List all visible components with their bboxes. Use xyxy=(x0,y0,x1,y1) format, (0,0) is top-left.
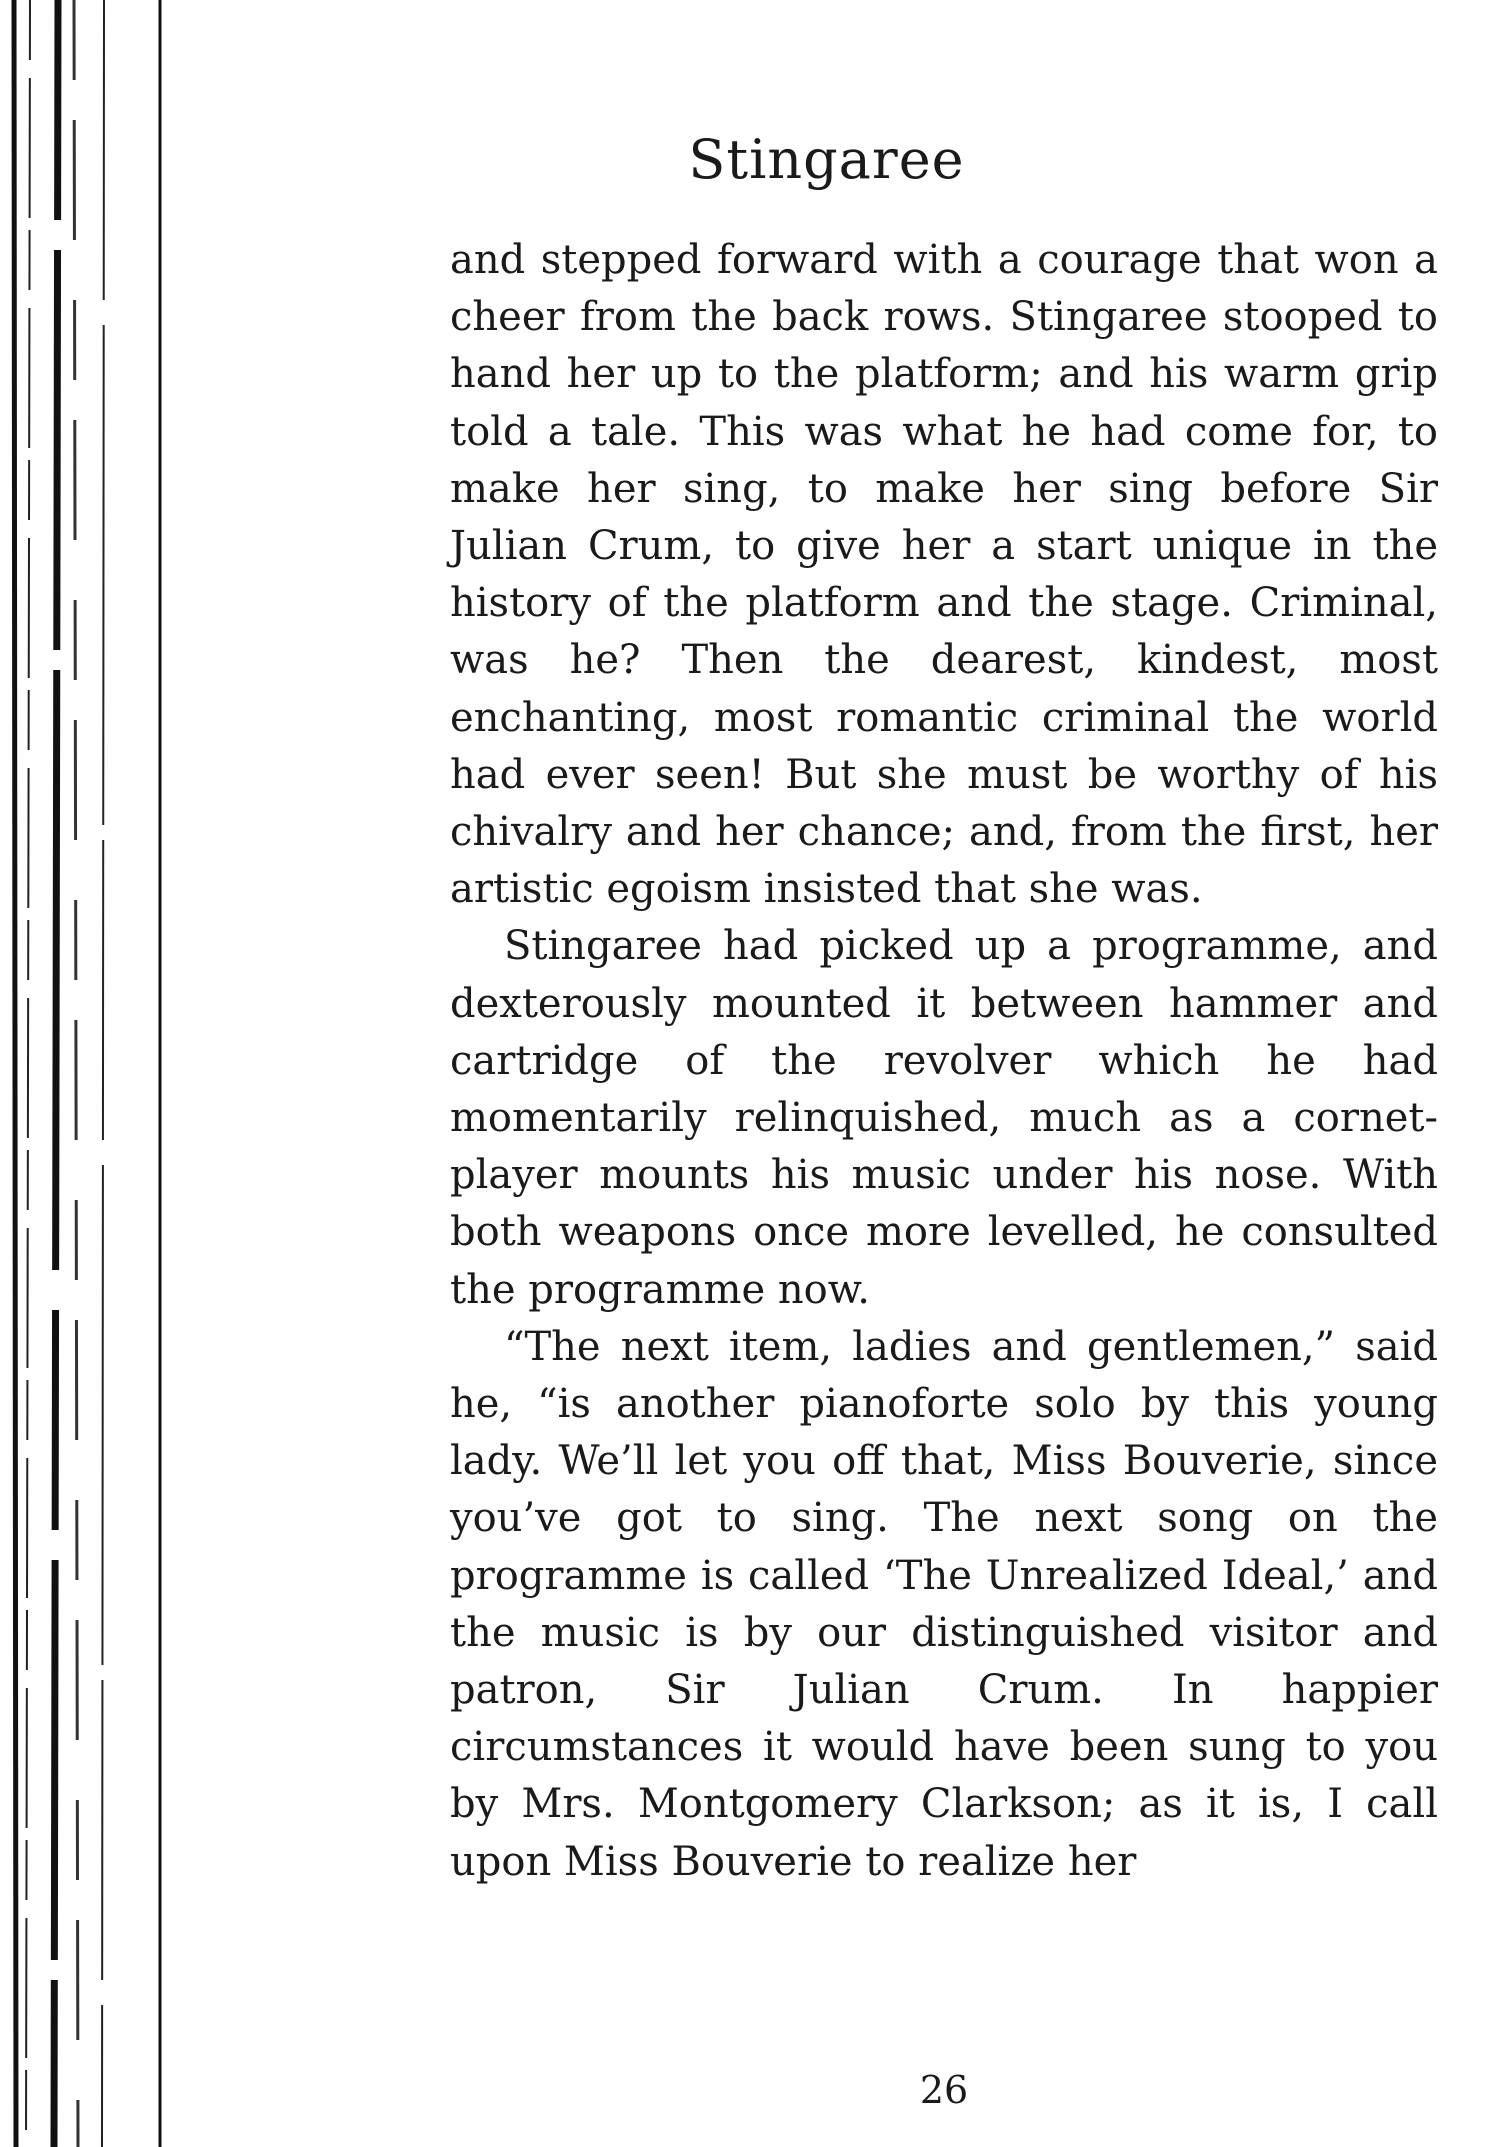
page-number: 26 xyxy=(919,2068,969,2112)
binding-edge xyxy=(0,0,165,2147)
spine-line xyxy=(54,0,58,2147)
body-text xyxy=(450,232,1438,1891)
spine-line xyxy=(26,0,30,2147)
spine-line xyxy=(102,0,104,2147)
paragraph: “The next item, ladies and gentlemen,” said he, “is another pianoforte solo by this young lady. We’ll let you off that, Miss Bouverie, since you’ve got to sing. The next song on the programme is called ‘The Unrealized Ideal,’ and the music is by our distinguished visitor and patron, Sir Julian Crum. In happier circumstances it would have been sung to you by Mrs. Montgomery Clarkson; as it is, I call upon Miss Bouverie to realize her xyxy=(450,1323,1438,1885)
spine-line xyxy=(14,0,16,2147)
spine-line xyxy=(74,0,78,2147)
paragraph: and stepped forward with a courage that won a cheer from the back rows. Stingaree stooped to hand her up to the platform; and his warm grip told a tale. This was what he had come for, to make her sing, to make her sing before Sir Julian Crum, to give her a start unique in the history of the platform and the stage. Criminal, was he? Then the dearest, kindest, most enchanting, most romantic criminal the world had ever seen! But she must be worthy of his chivalry and her chance; and, from the first, her artistic egoism insisted that she was. xyxy=(450,237,1438,913)
running-head: Stingaree xyxy=(688,128,965,191)
paragraph: Stingaree had picked up a programme, and dexterously mounted it between hammer and cartridge of the revolver which he had momentarily relinquished, much as a cornet-player mounts his music under his nose. With both weapons once more levelled, he consulted the programme now. xyxy=(450,923,1438,1313)
